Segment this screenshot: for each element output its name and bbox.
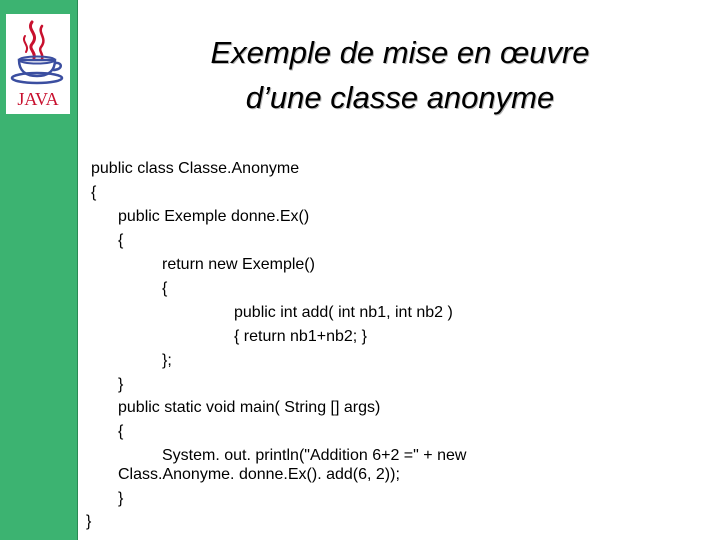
code-line: { [162, 280, 168, 297]
code-line: } [86, 513, 92, 530]
java-wordmark: JAVA [17, 89, 59, 109]
code-line: }; [162, 352, 172, 369]
code-line: Class.Anonyme. donne.Ex(). add(6, 2)); [118, 466, 400, 483]
code-line: System. out. println("Addition 6+2 =" + new [162, 447, 467, 464]
code-line: { [118, 423, 124, 440]
code-line: { return nb1+nb2; } [234, 328, 367, 345]
code-line: { [118, 232, 124, 249]
code-line: public class Classe.Anonyme [91, 160, 300, 177]
code-line: } [118, 376, 124, 393]
java-coffee-cup-icon [6, 14, 70, 114]
title-line-2: d’une classe anonyme [245, 80, 555, 115]
java-logo [6, 14, 70, 114]
slide-title [110, 30, 690, 120]
title-line-1: Exemple de mise en œuvre [210, 35, 590, 70]
code-line: public static void main( String [] args) [118, 399, 381, 416]
code-line: } [118, 490, 124, 507]
green-sidebar [0, 0, 78, 540]
code-line: public Exemple donne.Ex() [118, 208, 310, 225]
code-line: { [91, 184, 97, 201]
code-line: return new Exemple() [162, 256, 315, 273]
code-line: public int add( int nb1, int nb2 ) [234, 304, 453, 321]
